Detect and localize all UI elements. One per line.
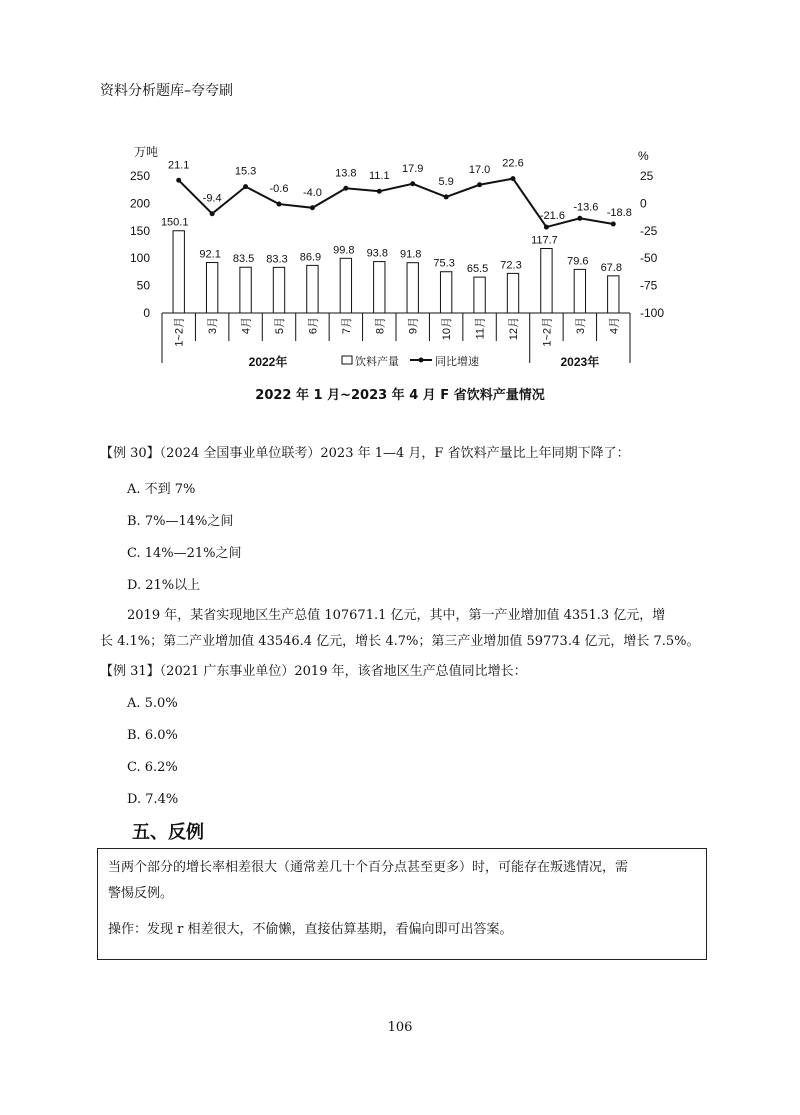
bar-value-label: 72.3 xyxy=(500,259,522,272)
growth-value-label: 5.9 xyxy=(438,175,454,188)
growth-point xyxy=(277,202,282,207)
right-tick-label: -50 xyxy=(640,251,658,266)
section-title: 五、反例 xyxy=(132,822,204,843)
bar xyxy=(541,249,552,313)
year-label-2023: 2023年 xyxy=(560,355,600,369)
category-label: 5月 xyxy=(274,317,286,335)
bar xyxy=(340,258,351,313)
bar-value-label: 117.7 xyxy=(531,234,558,247)
category-label: 11月 xyxy=(474,317,487,340)
growth-point xyxy=(377,189,382,194)
combo-chart xyxy=(120,140,665,380)
bar-value-label: 86.9 xyxy=(299,251,322,264)
growth-point xyxy=(611,222,616,227)
left-tick-label: 150 xyxy=(129,223,150,238)
bar xyxy=(507,273,518,313)
left-axis-unit: 万吨 xyxy=(134,145,159,159)
q30-option-c: C. 14%—21%之间 xyxy=(127,546,242,561)
bar-value-label: 93.8 xyxy=(366,247,388,260)
category-label: 4月 xyxy=(240,317,253,335)
bar-value-label: 75.3 xyxy=(433,257,455,270)
left-tick-label: 50 xyxy=(136,278,150,293)
question-30-stem: 【例 30】（2024 全国事业单位联考）2023 年 1—4 月，F 省饮料产量比上年同期下降了： xyxy=(100,446,630,461)
growth-point xyxy=(343,186,348,191)
growth-value-label: -0.6 xyxy=(269,183,289,196)
growth-point xyxy=(444,194,449,199)
growth-point xyxy=(310,205,315,210)
growth-point xyxy=(544,225,549,230)
bar-value-label: 91.8 xyxy=(400,248,422,261)
year-label-2022: 2022年 xyxy=(248,355,288,369)
growth-point xyxy=(243,184,248,189)
bar-value-label: 99.8 xyxy=(333,244,355,257)
right-tick-label: -100 xyxy=(640,306,665,320)
right-tick-label: -25 xyxy=(640,223,658,238)
q30-option-b: B. 7%—14%之间 xyxy=(127,514,234,529)
bar xyxy=(407,263,418,313)
bar-value-label: 83.3 xyxy=(266,253,288,266)
category-label: 8月 xyxy=(374,317,387,335)
q30-option-a: A. 不到 7% xyxy=(127,482,196,497)
legend-line-label: 同比增速 xyxy=(435,356,479,368)
growth-point xyxy=(477,182,482,187)
legend-line-marker xyxy=(419,358,424,363)
bar-value-label: 92.1 xyxy=(199,248,221,261)
category-label: 3月 xyxy=(574,317,587,335)
growth-point xyxy=(410,181,415,186)
category-label: 10月 xyxy=(441,317,454,341)
growth-value-label: -9.4 xyxy=(202,192,222,205)
left-tick-label: 100 xyxy=(129,251,150,266)
bar xyxy=(574,269,585,313)
growth-value-label: 22.6 xyxy=(502,157,524,170)
legend-bar-label: 饮料产量 xyxy=(355,356,399,368)
right-axis-unit: % xyxy=(638,149,649,163)
bar xyxy=(173,231,184,313)
growth-point xyxy=(511,176,516,181)
bar-value-label: 65.5 xyxy=(466,263,489,276)
bar-value-label: 67.8 xyxy=(600,261,622,274)
category-label: 7月 xyxy=(340,317,353,335)
bar xyxy=(206,263,217,313)
bar-value-label: 83.5 xyxy=(232,253,255,266)
bar xyxy=(474,277,485,313)
tip-line-3: 操作：发现 r 相差很大，不偷懒，直接估算基期，看偏向即可出答案。 xyxy=(108,922,513,937)
category-label: 12月 xyxy=(508,317,520,341)
growth-value-label: -21.6 xyxy=(539,210,565,223)
bar xyxy=(307,265,318,313)
q31-option-d: D. 7.4% xyxy=(127,792,179,807)
bar-value-label: 150.1 xyxy=(160,216,189,229)
growth-value-label: 17.0 xyxy=(468,163,491,176)
growth-value-label: 11.1 xyxy=(368,170,390,183)
growth-value-label: -18.8 xyxy=(606,207,632,220)
growth-line xyxy=(179,179,513,214)
q30-option-d: D. 21%以上 xyxy=(127,578,201,593)
legend-bar-swatch xyxy=(342,356,352,364)
bar xyxy=(240,267,251,313)
material-line-1: 2019 年，某省实现地区生产总值 107671.1 亿元，其中，第一产业增加值 4351.3 亿元，增 xyxy=(127,608,666,623)
left-tick-label: 0 xyxy=(143,306,150,320)
material-line-2: 长 4.1%；第二产业增加值 43546.4 亿元，增长 4.7%；第三产业增加值 59773.4 亿元，增长 7.5%。 xyxy=(100,634,700,649)
right-tick-label: 0 xyxy=(640,196,647,211)
right-tick-label: -75 xyxy=(640,278,658,293)
q31-option-c: C. 6.2% xyxy=(127,760,178,775)
q31-option-b: B. 6.0% xyxy=(127,728,178,743)
tip-line-1: 当两个部分的增长率相差很大（通常差几十个百分点甚至更多）时，可能存在叛逃情况，需 xyxy=(108,860,629,875)
bar-value-label: 79.6 xyxy=(567,255,589,268)
growth-point xyxy=(176,178,181,183)
bar xyxy=(608,276,619,313)
growth-point xyxy=(210,211,215,216)
growth-value-label: 13.8 xyxy=(335,167,357,180)
growth-value-label: 21.1 xyxy=(168,159,190,172)
left-tick-label: 250 xyxy=(129,169,150,183)
tip-box xyxy=(97,848,707,960)
growth-value-label: -13.6 xyxy=(573,201,599,214)
page-header: 资料分析题库–夸夸刷 xyxy=(100,83,233,99)
category-label: 6月 xyxy=(307,317,320,335)
category-label: 9月 xyxy=(407,317,420,335)
tip-line-2: 警惕反例。 xyxy=(108,886,174,901)
bar xyxy=(374,262,385,313)
growth-value-label: 15.3 xyxy=(234,165,257,178)
bar xyxy=(440,272,451,313)
category-label: 1~2月 xyxy=(173,317,186,347)
bar xyxy=(273,267,284,313)
right-tick-label: 25 xyxy=(640,169,654,183)
chart-caption: 2022 年 1 月~2023 年 4 月 F 省饮料产量情况 xyxy=(255,388,545,403)
category-label: 1~2月 xyxy=(541,317,554,347)
category-label: 4月 xyxy=(608,317,621,335)
page-number: 106 xyxy=(387,1020,413,1035)
growth-value-label: -4.0 xyxy=(302,186,322,199)
category-label: 3月 xyxy=(207,317,220,335)
growth-point xyxy=(577,216,582,221)
question-31-stem: 【例 31】（2021 广东事业单位）2019 年，该省地区生产总值同比增长： xyxy=(100,664,527,679)
q31-option-a: A. 5.0% xyxy=(127,696,178,711)
growth-value-label: 17.9 xyxy=(402,162,424,175)
left-tick-label: 200 xyxy=(129,196,150,211)
